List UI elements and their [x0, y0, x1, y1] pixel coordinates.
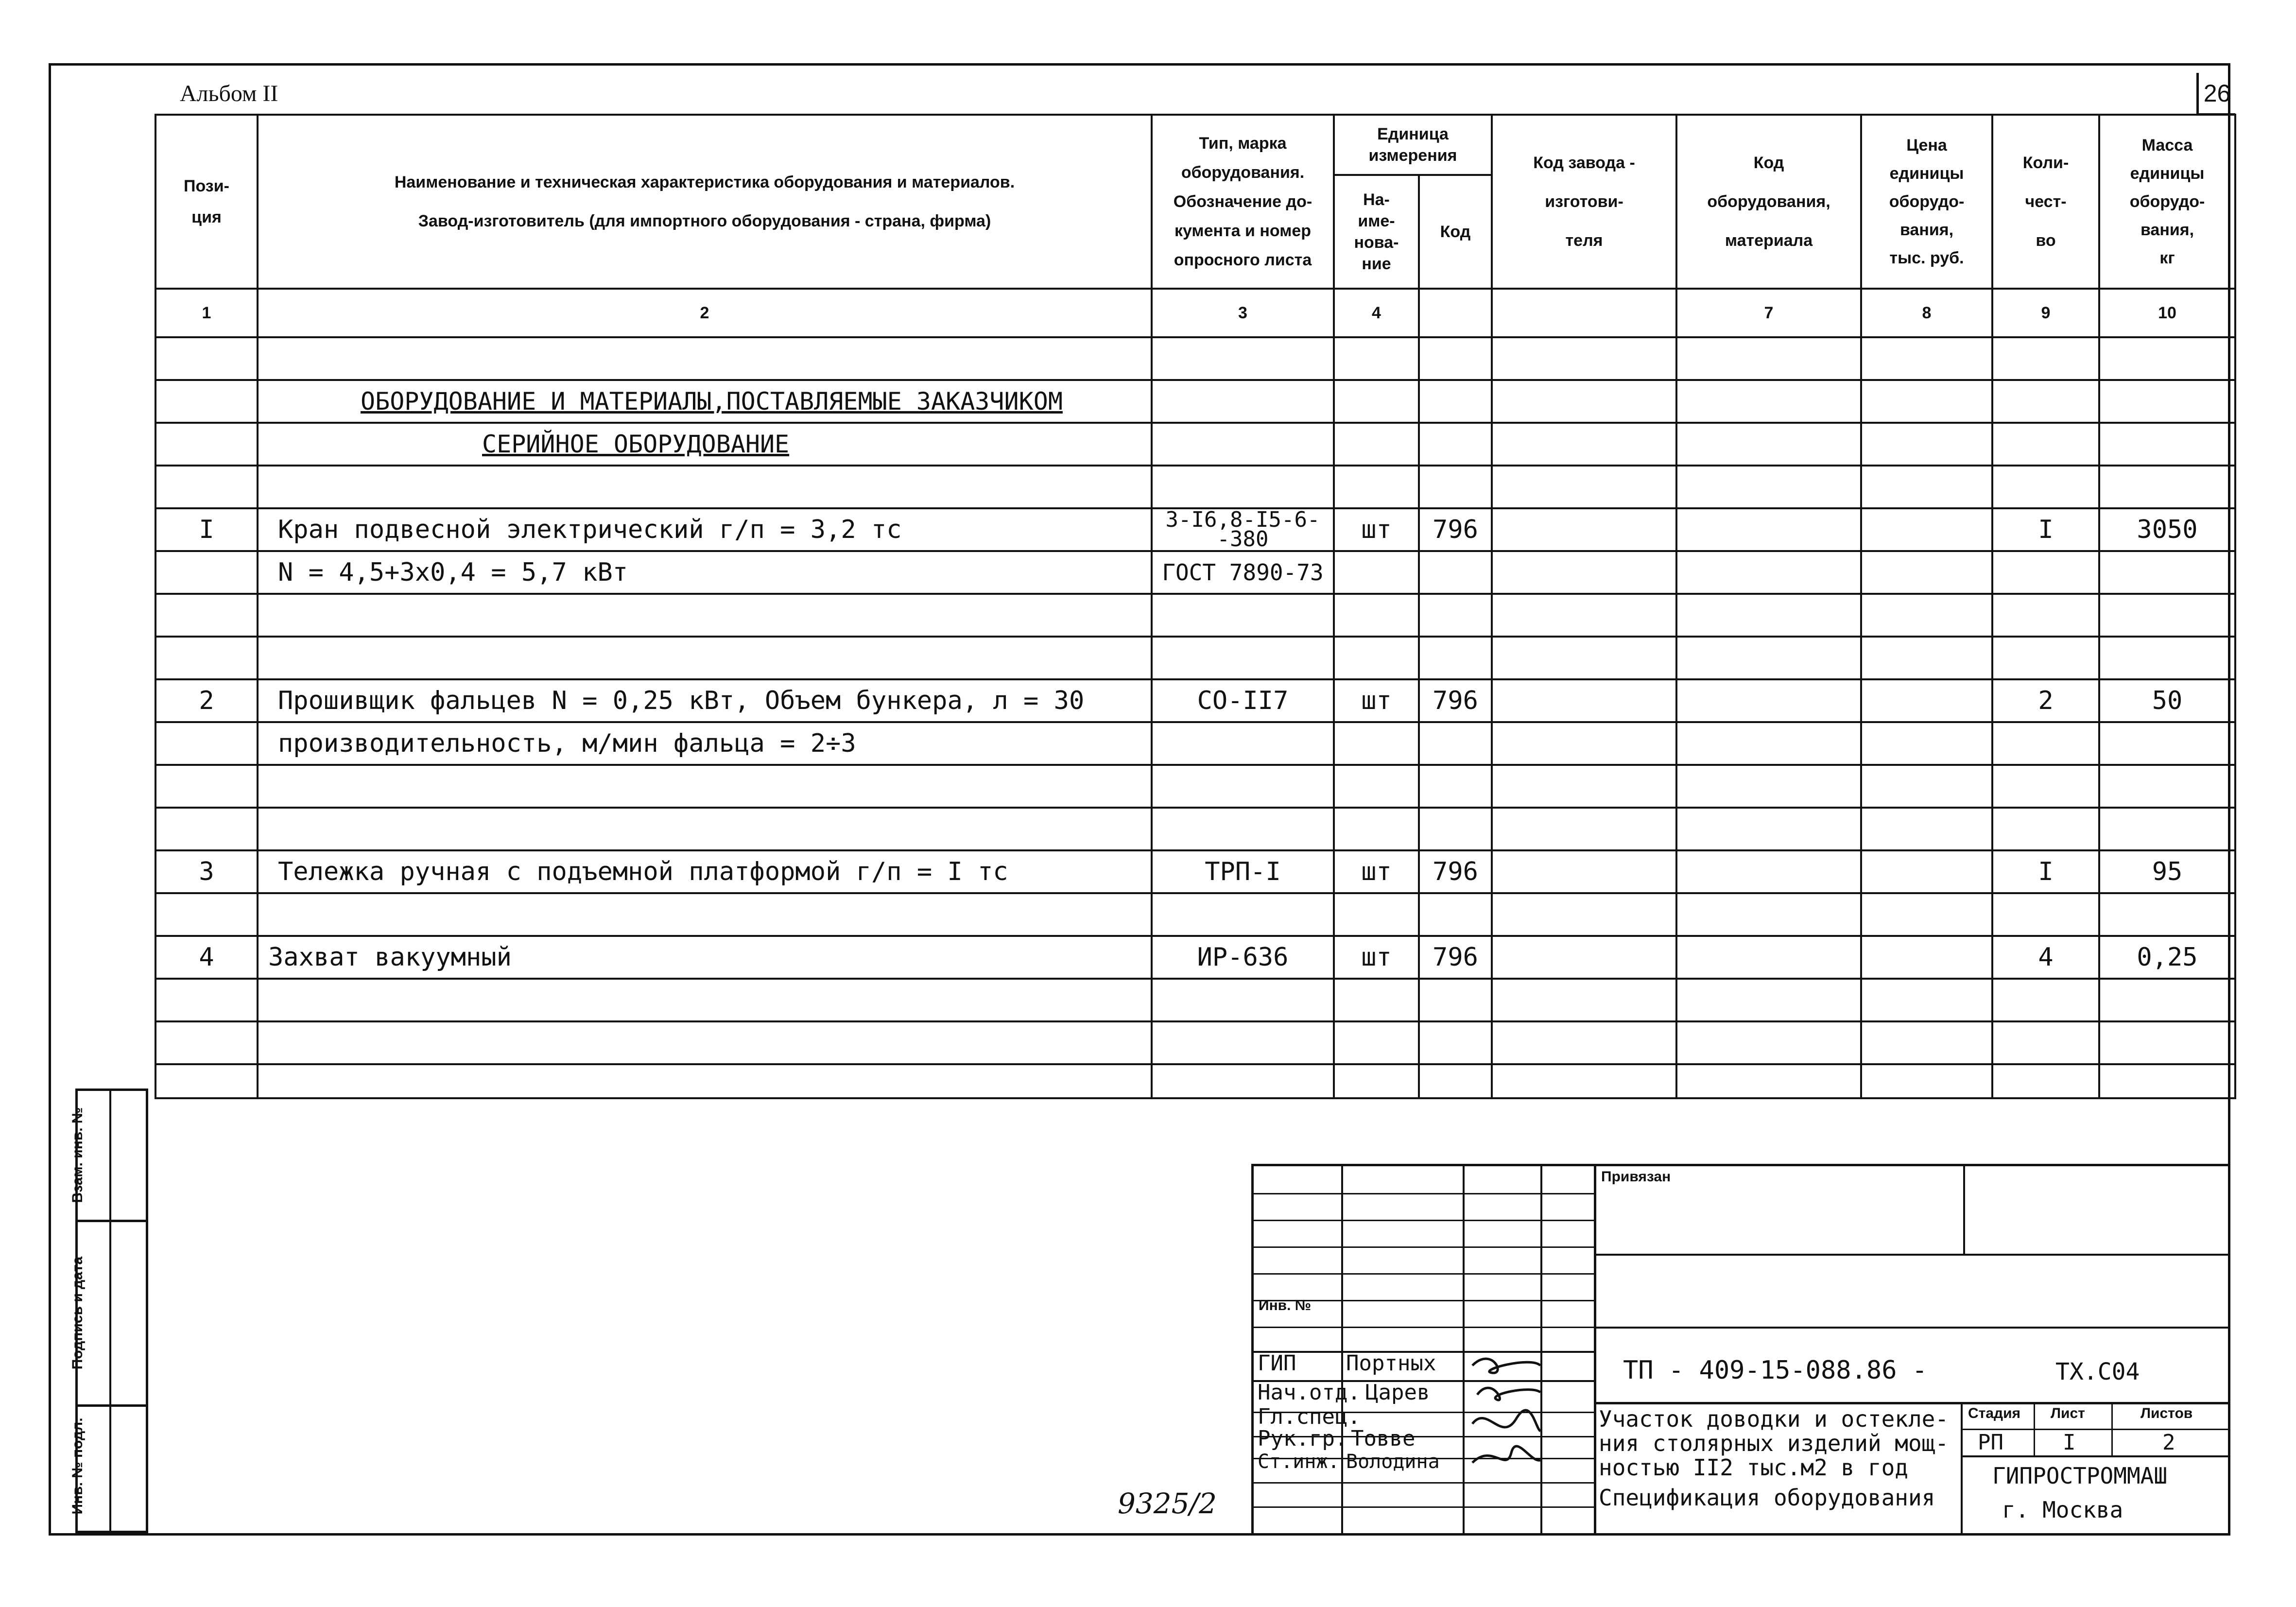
item-4-qty: 4 — [1992, 936, 2099, 979]
stamp-v-line — [2111, 1402, 2113, 1455]
sheet-number: 26 — [2203, 80, 2231, 107]
item-2-name2: производительность, м/мин фальца = 2÷3 — [258, 722, 1152, 765]
item-1-position: I — [155, 508, 258, 551]
item-3-unit: шт — [1334, 850, 1419, 893]
item-4-code: 796 — [1419, 936, 1492, 979]
stamp-grid-h — [1254, 1220, 1594, 1221]
item-1-unit: шт — [1334, 508, 1419, 551]
table-row — [155, 850, 2235, 893]
table-row — [155, 1021, 2235, 1064]
title-block — [1251, 1164, 2228, 1533]
stamp-role-1: ГИП — [1258, 1351, 1296, 1376]
stamp-role-4: Рук.гр. — [1258, 1426, 1348, 1451]
stamp-grid-h — [1254, 1327, 1594, 1328]
table-row — [155, 979, 2235, 1021]
item-4-unit: шт — [1334, 936, 1419, 979]
col-header-position: Пози- ция — [155, 115, 258, 289]
stamp-grid-h — [1254, 1273, 1594, 1275]
table-row — [155, 594, 2235, 637]
item-2-type: СО-II7 — [1152, 679, 1334, 722]
left-margin-divider — [75, 1220, 148, 1222]
item-1-mass: 3050 — [2099, 508, 2235, 551]
spec-table — [155, 114, 2236, 1099]
table-row — [155, 1064, 2235, 1098]
item-1-type2: ГОСТ 7890-73 — [1152, 551, 1334, 594]
stamp-privyazan-box — [1594, 1166, 2230, 1256]
subsection-title: СЕРИЙНОЕ ОБОРУДОВАНИЕ — [482, 430, 790, 458]
col-num-5 — [1419, 289, 1492, 337]
stamp-name-4: Товве — [1351, 1426, 1416, 1451]
section-title: ОБОРУДОВАНИЕ И МАТЕРИАЛЫ,ПОСТАВЛЯЕМЫЕ ЗАКАЗЧИКОМ — [361, 387, 1063, 415]
item-2-qty: 2 — [1992, 679, 2099, 722]
stamp-h-line — [1961, 1455, 2230, 1457]
stamp-sheets: 2 — [2162, 1430, 2175, 1455]
item-1-code: 796 — [1419, 508, 1492, 551]
stamp-org: ГИПРОСТРОММАШ — [1992, 1463, 2168, 1489]
item-2-mass: 50 — [2099, 679, 2235, 722]
col-header-unit-code: Код — [1419, 175, 1492, 289]
item-4-mass: 0,25 — [2099, 936, 2235, 979]
item-2-name: Прошивщик фальцев N = 0,25 кВт, Объем бункера, л = 30 — [258, 679, 1152, 722]
col-header-unit-group: Единица измерения — [1334, 115, 1492, 175]
stamp-stage: РП — [1978, 1430, 2003, 1455]
col-header-unit-name: На- име- нова- ние — [1334, 175, 1419, 289]
stamp-grid-h — [1254, 1246, 1594, 1248]
col-num-2: 2 — [258, 289, 1152, 337]
stamp-city: г. Москва — [2002, 1497, 2123, 1523]
signature-scribbles — [1463, 1346, 1545, 1477]
item-1-name: Кран подвесной электрический г/п = 3,2 тс — [258, 508, 1152, 551]
stamp-title: Участок доводки и остекле- ния столярных изделий мощ- ностью II2 тыс.м2 в год — [1599, 1406, 1949, 1481]
col-header-type: Тип, марка оборудования. Обозначение до- кумента и номер опросного листа — [1152, 115, 1334, 289]
stamp-name-5: Володина — [1346, 1451, 1440, 1473]
stamp-privyazan-divider — [1963, 1166, 1965, 1254]
margin-vzam-inv: Взам. инв. № — [69, 1107, 86, 1203]
item-1-qty: I — [1992, 508, 2099, 551]
item-3-type: ТРП-I — [1152, 850, 1334, 893]
item-4-name: Захват вакуумный — [258, 936, 1152, 979]
stamp-sheets-label: Листов — [2141, 1405, 2193, 1421]
sheet-number-box — [2196, 73, 2235, 116]
col-num-3: 3 — [1152, 289, 1334, 337]
table-row — [155, 936, 2235, 979]
item-1-name2: N = 4,5+3х0,4 = 5,7 кВт — [258, 551, 1152, 594]
stamp-h-line — [1594, 1327, 2230, 1329]
col-num-6 — [1492, 289, 1676, 337]
table-row — [155, 423, 2235, 466]
stamp-role-3: Гл.спец. — [1258, 1404, 1361, 1429]
left-margin-divider — [75, 1404, 148, 1407]
stamp-code-suffix: ТХ.С04 — [2055, 1358, 2140, 1385]
item-3-name: Тележка ручная с подъемной платформой г/п = I тс — [258, 850, 1152, 893]
stamp-grid-h — [1254, 1482, 1594, 1484]
col-header-quantity: Коли- чест- во — [1992, 115, 2099, 289]
album-label: Альбом II — [180, 81, 278, 106]
table-row — [155, 679, 2235, 722]
stamp-inv-no-label: Инв. № — [1259, 1297, 1312, 1313]
table-row — [155, 893, 2235, 936]
col-header-price: Цена единицы оборудо- вания, тыс. руб. — [1861, 115, 1992, 289]
col-num-8: 8 — [1861, 289, 1992, 337]
table-row — [155, 551, 2235, 594]
item-2-code: 796 — [1419, 679, 1492, 722]
stamp-code-main: ТП - 409-15-088.86 - — [1623, 1356, 1928, 1385]
left-margin-column — [75, 1089, 148, 1533]
stamp-code — [1623, 1356, 1927, 1385]
table-row — [155, 380, 2235, 423]
item-4-type: ИР-636 — [1152, 936, 1334, 979]
col-header-plant-code: Код завода - изготови- теля — [1492, 115, 1676, 289]
stamp-name-2: Царев — [1365, 1380, 1430, 1405]
col-num-4: 4 — [1334, 289, 1419, 337]
table-row — [155, 765, 2235, 808]
col-header-mass: Масса единицы оборудо- вания, кг — [2099, 115, 2235, 289]
stamp-sheet-label: Лист — [2051, 1405, 2085, 1421]
item-2-unit: шт — [1334, 679, 1419, 722]
stamp-name-1: Портных — [1346, 1351, 1436, 1376]
item-4-position: 4 — [155, 936, 258, 979]
item-2-position: 2 — [155, 679, 258, 722]
stamp-role-5: Ст.инж. — [1258, 1451, 1340, 1473]
stamp-grid-h — [1254, 1193, 1594, 1194]
item-3-mass: 95 — [2099, 850, 2235, 893]
col-num-7: 7 — [1676, 289, 1861, 337]
margin-inv-no-podl: Инв. № подл. — [69, 1417, 86, 1515]
margin-podpis-data: Подпись и дата — [69, 1256, 86, 1370]
item-3-code: 796 — [1419, 850, 1492, 893]
col-num-9: 9 — [1992, 289, 2099, 337]
stamp-role-2: Нач.отд. — [1258, 1380, 1361, 1405]
col-header-equipment-code: Код оборудования, материала — [1676, 115, 1861, 289]
table-row — [155, 508, 2235, 551]
stamp-subtitle: Спецификация оборудования — [1599, 1485, 1935, 1511]
col-num-10: 10 — [2099, 289, 2235, 337]
left-margin-divider-v — [109, 1089, 111, 1533]
table-row — [155, 466, 2235, 508]
col-num-1: 1 — [155, 289, 258, 337]
stamp-stage-label: Стадия — [1968, 1405, 2021, 1421]
item-3-qty: I — [1992, 850, 2099, 893]
item-3-position: 3 — [155, 850, 258, 893]
item-1-type: 3-I6,8-I5-6- -380 — [1152, 508, 1334, 551]
stamp-v-line — [2034, 1402, 2035, 1455]
table-row — [155, 808, 2235, 850]
table-row — [155, 722, 2235, 765]
stamp-privyazan-label: Привязан — [1601, 1169, 1671, 1185]
table-row — [155, 637, 2235, 679]
stamp-sheet: I — [2063, 1430, 2076, 1455]
col-header-name: Наименование и техническая характеристика оборудования и материалов. Завод-изготовитель (для импортного оборудования - страна, фирма) — [258, 115, 1152, 289]
footer-doc-number: 9325/2 — [1118, 1487, 1217, 1520]
table-row — [155, 337, 2235, 380]
stamp-grid-h — [1254, 1506, 1594, 1508]
